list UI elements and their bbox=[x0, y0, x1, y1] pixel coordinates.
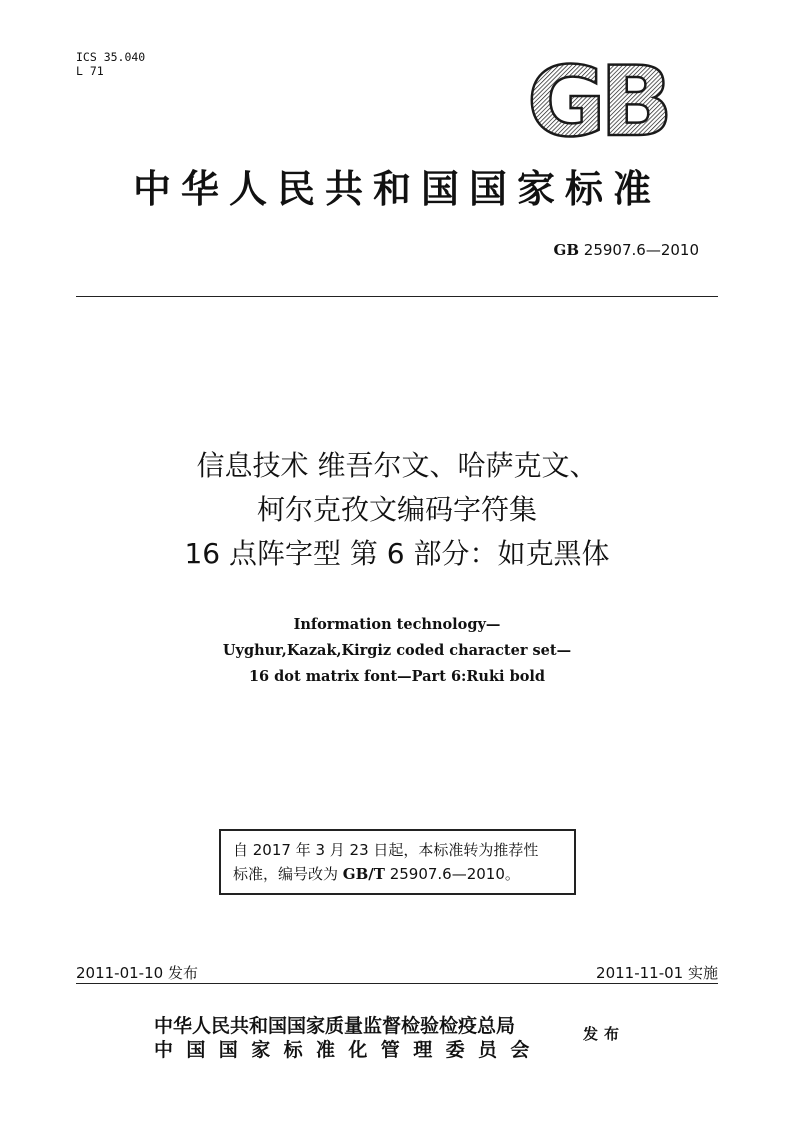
chinese-title-line-3: 16 点阵字型 第 6 部分：如克黑体 bbox=[184, 537, 610, 570]
english-title bbox=[60, 612, 734, 690]
standard-code: 25907.6—2010 bbox=[583, 241, 699, 259]
notice-new-code-prefix: GB/T bbox=[342, 865, 385, 883]
english-title-line-3: 16 dot matrix font—Part 6:Ruki bold bbox=[248, 668, 546, 685]
notice-line-2-suffix: 25907.6—2010。 bbox=[384, 865, 520, 883]
implementation-date: 2011-11-01 实施 bbox=[596, 964, 718, 982]
chinese-title bbox=[60, 444, 734, 576]
logo-text: GB bbox=[527, 60, 667, 144]
chinese-title-line-2: 柯尔克孜文编码字符集 bbox=[256, 493, 537, 526]
english-title-line-1: Information technology— bbox=[293, 616, 501, 633]
english-title-line-2: Uyghur,Kazak,Kirgiz coded character set— bbox=[222, 642, 572, 659]
status-notice-box bbox=[219, 829, 576, 895]
bottom-divider bbox=[76, 983, 718, 984]
top-divider bbox=[76, 296, 718, 297]
chinese-title-line-1: 信息技术 维吾尔文、哈萨克文、 bbox=[196, 449, 598, 482]
publisher-aqsiq: 中华人民共和国国家质量监督检验检疫总局 bbox=[154, 1015, 516, 1037]
notice-line-2 bbox=[233, 862, 562, 886]
publisher-sac: 中国国家标准化管理委员会 bbox=[154, 1039, 543, 1061]
ccs-code: L 71 bbox=[76, 64, 104, 78]
gb-logo bbox=[517, 60, 677, 144]
ics-code: ICS 35.040 bbox=[76, 50, 146, 64]
standard-title: 中华人民共和国国家标准 bbox=[132, 166, 661, 211]
notice-line-2-prefix: 标准，编号改为 bbox=[233, 865, 343, 883]
issue-date: 2011-01-10 发布 bbox=[76, 964, 198, 982]
notice-line-1: 自 2017 年 3 月 23 日起，本标准转为推荐性 bbox=[233, 841, 539, 859]
publish-label: 发布 bbox=[583, 1025, 626, 1043]
classification-codes bbox=[76, 50, 145, 78]
standard-number bbox=[554, 241, 699, 259]
standard-prefix: GB bbox=[553, 241, 580, 259]
